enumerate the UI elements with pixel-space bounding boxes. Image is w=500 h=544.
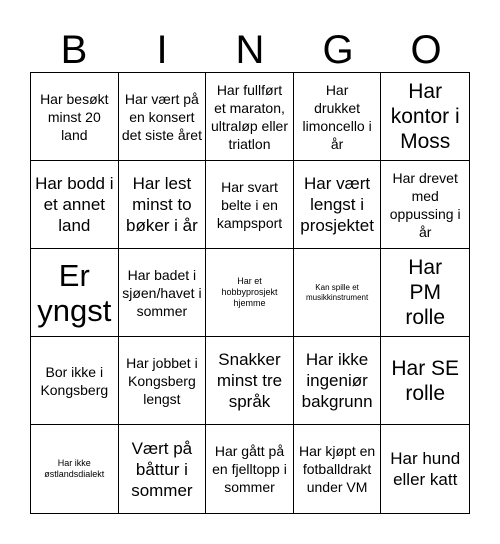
bingo-cell-text: Kan spille et musikkinstrument: [305, 282, 369, 302]
bingo-cell-text: Har kontor i Moss: [390, 80, 460, 153]
bingo-cell-text: Har jobbet i Kongsberg lengst: [126, 354, 198, 407]
bingo-cell-text: Er yngst: [37, 257, 112, 328]
bingo-cell[interactable]: [119, 425, 207, 513]
bingo-cell[interactable]: [294, 73, 382, 161]
bingo-cell-text: Har fullført et maraton, ultraløp eller triatlon: [210, 81, 288, 152]
bingo-cell-text: Vært på båttur i sommer: [131, 438, 193, 500]
bingo-cell[interactable]: [119, 161, 207, 249]
bingo-cell-text: Har kjøpt en fotballdrakt under VM: [298, 443, 376, 495]
header-letter-b: B: [60, 28, 88, 72]
bingo-cell-text: Har ikke ingeniør bakgrunn: [301, 350, 373, 411]
header-letter-n: N: [235, 28, 265, 72]
bingo-cell[interactable]: [31, 249, 119, 337]
bingo-cell[interactable]: [381, 73, 469, 161]
bingo-cell-text: Bor ikke i Kongsberg: [40, 363, 109, 398]
bingo-cell-text: Har vært lengst i prosjektet: [300, 174, 374, 235]
bingo-cell[interactable]: [119, 73, 207, 161]
bingo-cell-text: Har hund eller katt: [390, 449, 461, 489]
bingo-cell-text: Har gått på en fjelltopp i sommer: [212, 443, 287, 495]
bingo-cell[interactable]: [206, 425, 294, 513]
bingo-cell[interactable]: [31, 337, 119, 425]
bingo-cell[interactable]: [381, 337, 469, 425]
bingo-cell[interactable]: [206, 73, 294, 161]
bingo-cell-text: Har ikke østlandsdialekt: [44, 458, 105, 479]
bingo-cell[interactable]: [381, 425, 469, 513]
bingo-cell[interactable]: [119, 337, 207, 425]
bingo-cell[interactable]: [206, 161, 294, 249]
bingo-cell-text: Har drevet med oppussing i år: [389, 169, 461, 240]
bingo-cell-text: Har besøkt minst 20 land: [40, 90, 109, 143]
bingo-cell-text: Har SE rolle: [391, 356, 460, 405]
bingo-cell[interactable]: [294, 337, 382, 425]
bingo-cell[interactable]: [294, 249, 382, 337]
bingo-cell-text: Har PM rolle: [405, 256, 446, 329]
bingo-cell[interactable]: [206, 337, 294, 425]
bingo-cell[interactable]: [119, 249, 207, 337]
bingo-cell-text: Snakker minst tre språk: [216, 350, 283, 411]
bingo-cell-text: Har drukket limoncello i år: [302, 81, 372, 152]
bingo-cell[interactable]: [206, 249, 294, 337]
header-letter-g: G: [322, 28, 354, 72]
bingo-cell[interactable]: [31, 161, 119, 249]
bingo-cell[interactable]: [31, 73, 119, 161]
bingo-cell[interactable]: [31, 425, 119, 513]
bingo-grid: [30, 72, 470, 514]
bingo-cell[interactable]: [381, 161, 469, 249]
bingo-cell[interactable]: [294, 161, 382, 249]
header-letter-o: O: [410, 28, 442, 72]
bingo-cell-text: Har bodd i et annet land: [35, 174, 114, 235]
bingo-cell-text: Har badet i sjøen/havet i sommer: [122, 266, 202, 319]
bingo-cell-text: Har lest minst to bøker i år: [125, 174, 198, 235]
bingo-cell-text: Har et hobbyprosjekt hjemme: [221, 276, 278, 308]
bingo-cell-text: Har svart belte i en kampsport: [216, 178, 283, 231]
bingo-cell[interactable]: [381, 249, 469, 337]
bingo-cell[interactable]: [294, 425, 382, 513]
bingo-header: [30, 28, 470, 72]
header-letter-i: I: [156, 28, 168, 72]
bingo-cell-text: Har vært på en konsert det siste året: [121, 90, 202, 143]
